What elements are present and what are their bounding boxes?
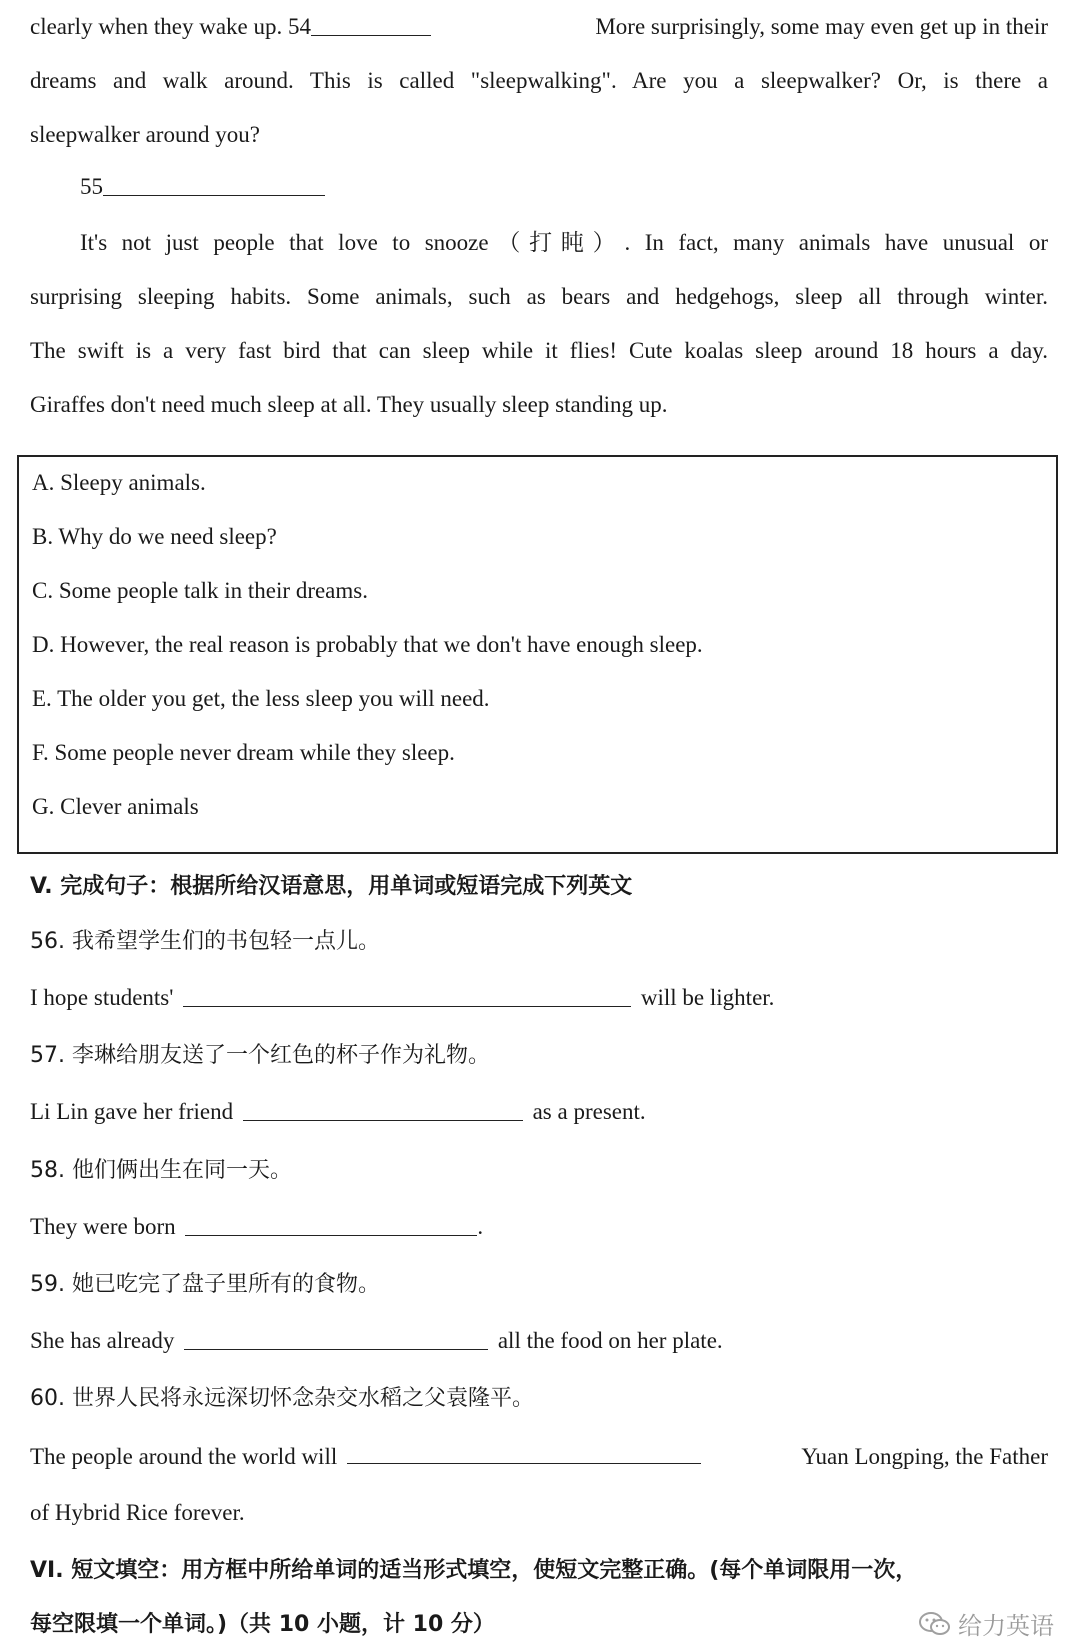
option-f: F. Some people never dream while they sleep.: [32, 740, 455, 765]
answer-blank-60[interactable]: [347, 1441, 701, 1464]
question-58-suffix: .: [477, 1214, 484, 1239]
passage-line-2: dreams and walk around. This is called "sleepwalking". Are you a sleepwalker? Or, is there a: [30, 68, 1048, 93]
question-58-chinese: 58. 他们俩出生在同一天。: [30, 1158, 292, 1183]
passage-line-3: sleepwalker around you?: [30, 122, 260, 147]
watermark-text: 给力英语: [958, 1612, 1054, 1640]
question-60-chinese: 60. 世界人民将永远深切怀念杂交水稻之父袁隆平。: [30, 1386, 534, 1411]
question-57-prefix: Li Lin gave her friend: [30, 1099, 234, 1124]
answer-blank-54[interactable]: [311, 13, 431, 36]
question-59-english: [30, 1326, 723, 1356]
option-b: B. Why do we need sleep?: [32, 524, 277, 549]
question-57-suffix: as a present.: [532, 1099, 646, 1124]
question-56-chinese: 56. 我希望学生们的书包轻一点儿。: [30, 929, 380, 954]
question-60-english-continued: of Hybrid Rice forever.: [30, 1500, 245, 1525]
wechat-icon: [918, 1611, 952, 1637]
passage-line-1-end: More surprisingly, some may even get up in their: [595, 14, 1048, 39]
question-59-suffix: all the food on her plate.: [497, 1328, 723, 1353]
question-56-suffix: will be lighter.: [640, 985, 775, 1010]
passage-line-1: [30, 12, 1048, 42]
paragraph-2-line-2: surprising sleeping habits. Some animals, such as bears and hedgehogs, sleep all through winter.: [30, 284, 1048, 309]
question-60-suffix: Yuan Longping, the Father: [801, 1444, 1048, 1469]
option-d: D. However, the real reason is probably that we don't have enough sleep.: [32, 632, 703, 657]
question-60-english: [30, 1441, 1048, 1472]
paragraph-2-line-3: The swift is a very fast bird that can sleep while it flies! Cute koalas sleep around 18 hours a day.: [30, 338, 1048, 363]
options-box: [17, 455, 1058, 854]
option-e: E. The older you get, the less sleep you will need.: [32, 686, 490, 711]
paragraph-2-line-1: It's not just people that love to snooze（打盹）. In fact, many animals have unusual or: [80, 230, 1048, 255]
section-6-heading-line-2: 每空限填一个单词。)（共 10 小题，计 10 分）: [30, 1612, 495, 1637]
answer-blank-55[interactable]: [103, 173, 325, 196]
question-58-english: [30, 1212, 483, 1242]
option-c: C. Some people talk in their dreams.: [32, 578, 368, 603]
paragraph-2-line-4: Giraffes don't need much sleep at all. They usually sleep standing up.: [30, 392, 668, 417]
section-5-heading: V. 完成句子：根据所给汉语意思，用单词或短语完成下列英文: [30, 874, 633, 899]
question-59-prefix: She has already: [30, 1328, 175, 1353]
option-a: A. Sleepy animals.: [32, 470, 206, 495]
question-57-chinese: 57. 李琳给朋友送了一个红色的杯子作为礼物。: [30, 1043, 490, 1068]
question-number-55: 55: [80, 174, 103, 199]
question-58-prefix: They were born: [30, 1214, 176, 1239]
question-59-chinese: 59. 她已吃完了盘子里所有的食物。: [30, 1272, 380, 1297]
passage-line-1-start: clearly when they wake up. 54: [30, 14, 312, 39]
question-55: [80, 172, 325, 202]
question-60-prefix: The people around the world will: [30, 1444, 338, 1469]
answer-blank-57[interactable]: [243, 1098, 523, 1121]
question-56-english: [30, 983, 774, 1013]
option-g: G. Clever animals: [32, 794, 199, 819]
section-6-heading-line-1: VI. 短文填空：用方框中所给单词的适当形式填空，使短文完整正确。(每个单词限用一次，: [30, 1558, 918, 1583]
question-57-english: [30, 1097, 646, 1127]
answer-blank-58[interactable]: [185, 1213, 477, 1236]
answer-blank-59[interactable]: [184, 1327, 488, 1350]
watermark: [918, 1606, 1054, 1641]
answer-blank-56[interactable]: [183, 984, 631, 1007]
question-56-prefix: I hope students': [30, 985, 174, 1010]
